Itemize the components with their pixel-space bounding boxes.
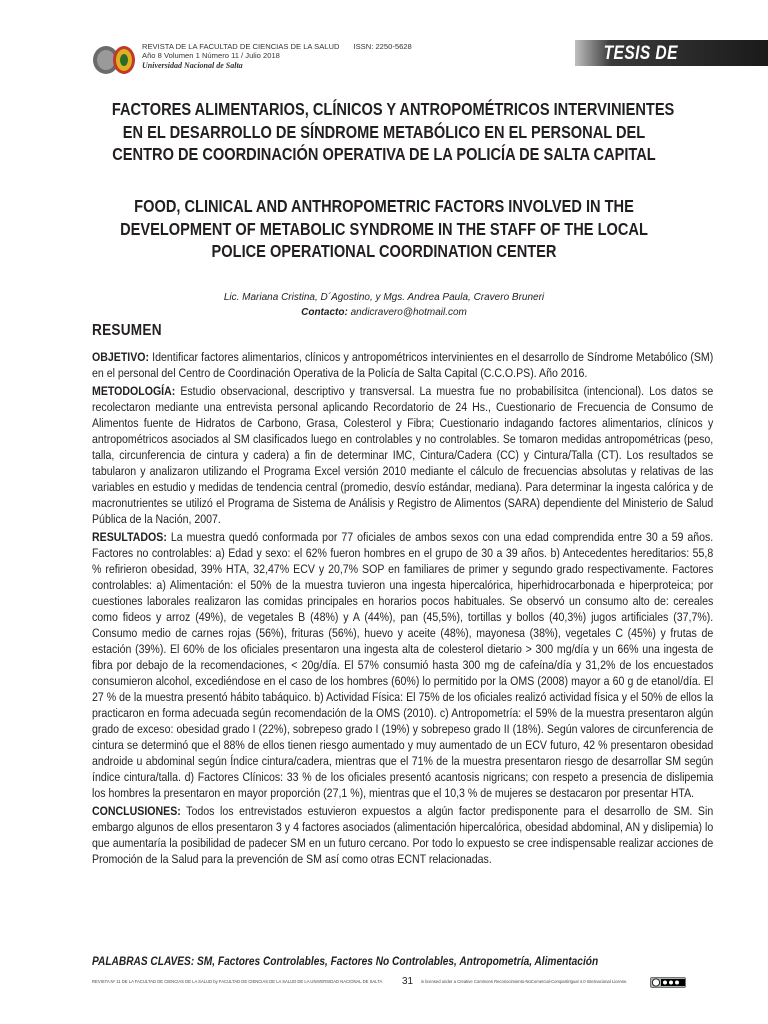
contact-label: Contacto: — [301, 307, 348, 318]
title-en-line-3: POLICE OPERATIONAL COORDINATION CENTER — [211, 241, 557, 261]
journal-issue: Año 8 Volumen 1 Número 11 / Julio 2018 — [142, 51, 280, 61]
resultados-label: RESULTADOS: — [92, 530, 167, 544]
journal-issn: ISSN: 2250-5628 — [353, 42, 412, 51]
journal-name: REVISTA DE LA FACULTAD DE CIENCIAS DE LA SALUD — [142, 42, 340, 51]
page-header — [0, 36, 768, 86]
university-logo-icon — [92, 42, 136, 78]
conclusiones-paragraph — [92, 803, 713, 867]
title-es-line-3: CENTRO DE COORDINACIÓN OPERATIVA DE LA POLICÍA DE SALTA CAPITAL — [112, 144, 656, 164]
title-es-line-2: EN EL DESARROLLO DE SÍNDROME METABÓLICO EN EL PERSONAL DEL — [122, 121, 646, 142]
authors: Lic. Mariana Cristina, D´Agostino, y Mgs. Andrea Paula, Cravero Bruneri — [223, 292, 545, 303]
conclusiones-text: Todos los entrevistados estuvieron expuestos a algún factor predisponente para el desarrollo de SM. Sin embargo algunos de ellos presentaron 3 y 4 factores asociados (alimentación hipercalórica, obesidad abdominal, AN y dislipemia) lo que aumentaría la posibilidad de padecer SM en un futuro cercano. Por todo lo expuesto se cree indispensable realizar acciones de Promoción de la Salud para la prevención de SM así como otras ECNT relacionadas. — [92, 804, 714, 866]
metodologia-paragraph — [92, 383, 713, 527]
contact-email[interactable]: andicravero@hotmail.com — [350, 307, 467, 318]
objetivo-label: OBJETIVO: — [92, 350, 150, 364]
footer-license-text: is licensed under a Creative Commons Reconocimiento-NoComercial-CompartirIgual 4.0 Internacional License. — [421, 979, 628, 984]
cc-license-icon[interactable] — [650, 977, 686, 988]
metodologia-text: Estudio observacional, descriptivo y transversal. La muestra fue no probabilísitca (intencional). Los datos se recolectaron mediante una entrevista personal aplicando Recordatorio de 24 Hs., Cuestionario de Frecuencia de Consumo de Alimentos fuente de Hidratos de Carbono, Grasa, Colesterol y Fibra; Cuestionario indagando factores alimentarios, clínicos y antropométricos asociados al SM clasificados luego en controlables y no controlables. Se tomaron medidas antropométricas (peso, talla, circunferencia de cintura y cadera) a fin de determinar IMC, Cintura/Cadera (CC) y Cintura/Talla (CT). Los resultados se tabularon y analizaron utilizando el Programa Excel versión 2010 mediante el cálculo de frecuencias absolutas y relativas de las variables en estudio y medidas de tendencia central (promedio, desvío estándar, mediana). Para determinar la ingesta calórica y de macronutrientes se utilizó el Programa de Sistema de Análisis y Registro de Alimentos (SARA) dependiente del Ministerio de Salud Pública de la Nación, 2007. — [92, 384, 714, 526]
resultados-text: La muestra quedó conformada por 77 oficiales de ambos sexos con una edad comprendida entre 30 a 59 años. Factores no controlables: a) Edad y sexo: el 62% fueron hombres en el grupo de 30 a 39 años. b) Antecedentes hereditarios: 55,8 % refirieron obesidad, 39% HTA, 32,47% ECV y 20,7% SOP en familiares de primer y segundo grado respectivamente. Factores controlables: a) Alimentación: el 50% de la muestra tuvieron una ingesta hipercalórica, hiperhidrocarbonada e hiperproteica; por cuestiones laborales realizaron las comidas principales en horarios pocos habituales. Se observó un consumo alto de: cereales como fideos y arroz (49%), de vegetales B (48%) y A (44%), pan (45,5%), tortillas y bollos (40,3%) jugos artificiales (37,7%). Consumo medio de carnes rojas (56%), frituras (56%), huevo y aceite (48%), mayonesa (38%), vegetales C (45%) y frutas de estación (39%). El 60% de los oficiales presentaron una ingesta alta de colesterol dietario > 300 mg/día y un 66% una ingesta de fibra por debajo de la recomendaciones, < 20g/día. El 57% consumió hasta 300 mg de cafeína/día y 31,2% de los encuestados consumieron alcohol, excediéndose en el caso de los hombres (60%) lo permitido por la OMS (2008) mayor a 60 g de etanol/día. El 27 % de la muestra presentó hábito tabáquico. b) Actividad Física: El 75% de los oficiales realizó actividad física y el 50% de ellos la practicaron en forma adecuada según recomendación de la OMS (2010). c) Antropometría: el 59% de la muestra presentaron algún grado de exceso: obesidad grado I (22%), sobrepeso grado I (19%) y sobrepeso grado II (18%). Según valores de circunferencia de cintura se determinó que el 88% de ellos tienen riesgo aumentado y muy aumentado de un ECV futuro, 42 % presentaron obesidad androide u abdominal según Índice cintura/cadera, mientras que el 71% de la muestra presentaron riesgo de desarrollar SM según índice cintura/talla. d) Factores Clínicos: 33 % de los oficiales presentó acantosis nigricans; con respeto a presencia de dislipemia los hombres la presentaron en mayor proporción (27,1 %), mientras que el 10,3 % de mujeres se destacaron por presentar HTA. — [92, 530, 714, 800]
page-footer — [92, 976, 686, 988]
resultados-paragraph — [92, 529, 713, 801]
title-en-line-2: DEVELOPMENT OF METABOLIC SYNDROME IN THE STAFF OF THE LOCAL — [120, 218, 648, 239]
title-es-line-1: FACTORES ALIMENTARIOS, CLÍNICOS Y ANTROPOMÉTRICOS INTERVINIENTES — [111, 99, 675, 119]
metodologia-label: METODOLOGÍA: — [92, 384, 176, 398]
title-spanish — [60, 98, 708, 166]
abstract-body — [92, 349, 713, 869]
title-english — [60, 195, 708, 263]
objetivo-text: Identificar factores alimentarios, clínicos y antropométricos intervinientes en el desarrollo de Síndrome Metabólico (SM) en el personal del Centro de Coordinación Operativa de la Policía de Salta Capital (C.C.O.PS). Año 2016. — [92, 350, 714, 380]
conclusiones-label: CONCLUSIONES: — [92, 804, 181, 818]
keywords: PALABRAS CLAVES: SM, Factores Controlables, Factores No Controlables, Antropometría, Alimentación — [92, 955, 599, 968]
contact — [0, 307, 768, 318]
abstract-heading: RESUMEN — [92, 322, 162, 339]
university-name: Universidad Nacional de Salta — [142, 60, 243, 70]
title-en-line-1: FOOD, CLINICAL AND ANTHROPOMETRIC FACTORS INVOLVED IN THE — [134, 196, 634, 216]
journal-info — [142, 42, 412, 70]
section-banner — [575, 40, 768, 86]
footer-license-owner: REVISTA Nº 11 DE LA FACULTAD DE CIENCIAS DE LA SALUD by FACULTAD DE CIENCIAS DE LA SALUD DE LA UNIVERSIDAD NACIONAL DE SALTA — [92, 979, 383, 984]
section-label: TESIS DE GRADO — [603, 43, 678, 86]
page-number: 31 — [402, 976, 414, 987]
objetivo-paragraph — [92, 349, 713, 381]
